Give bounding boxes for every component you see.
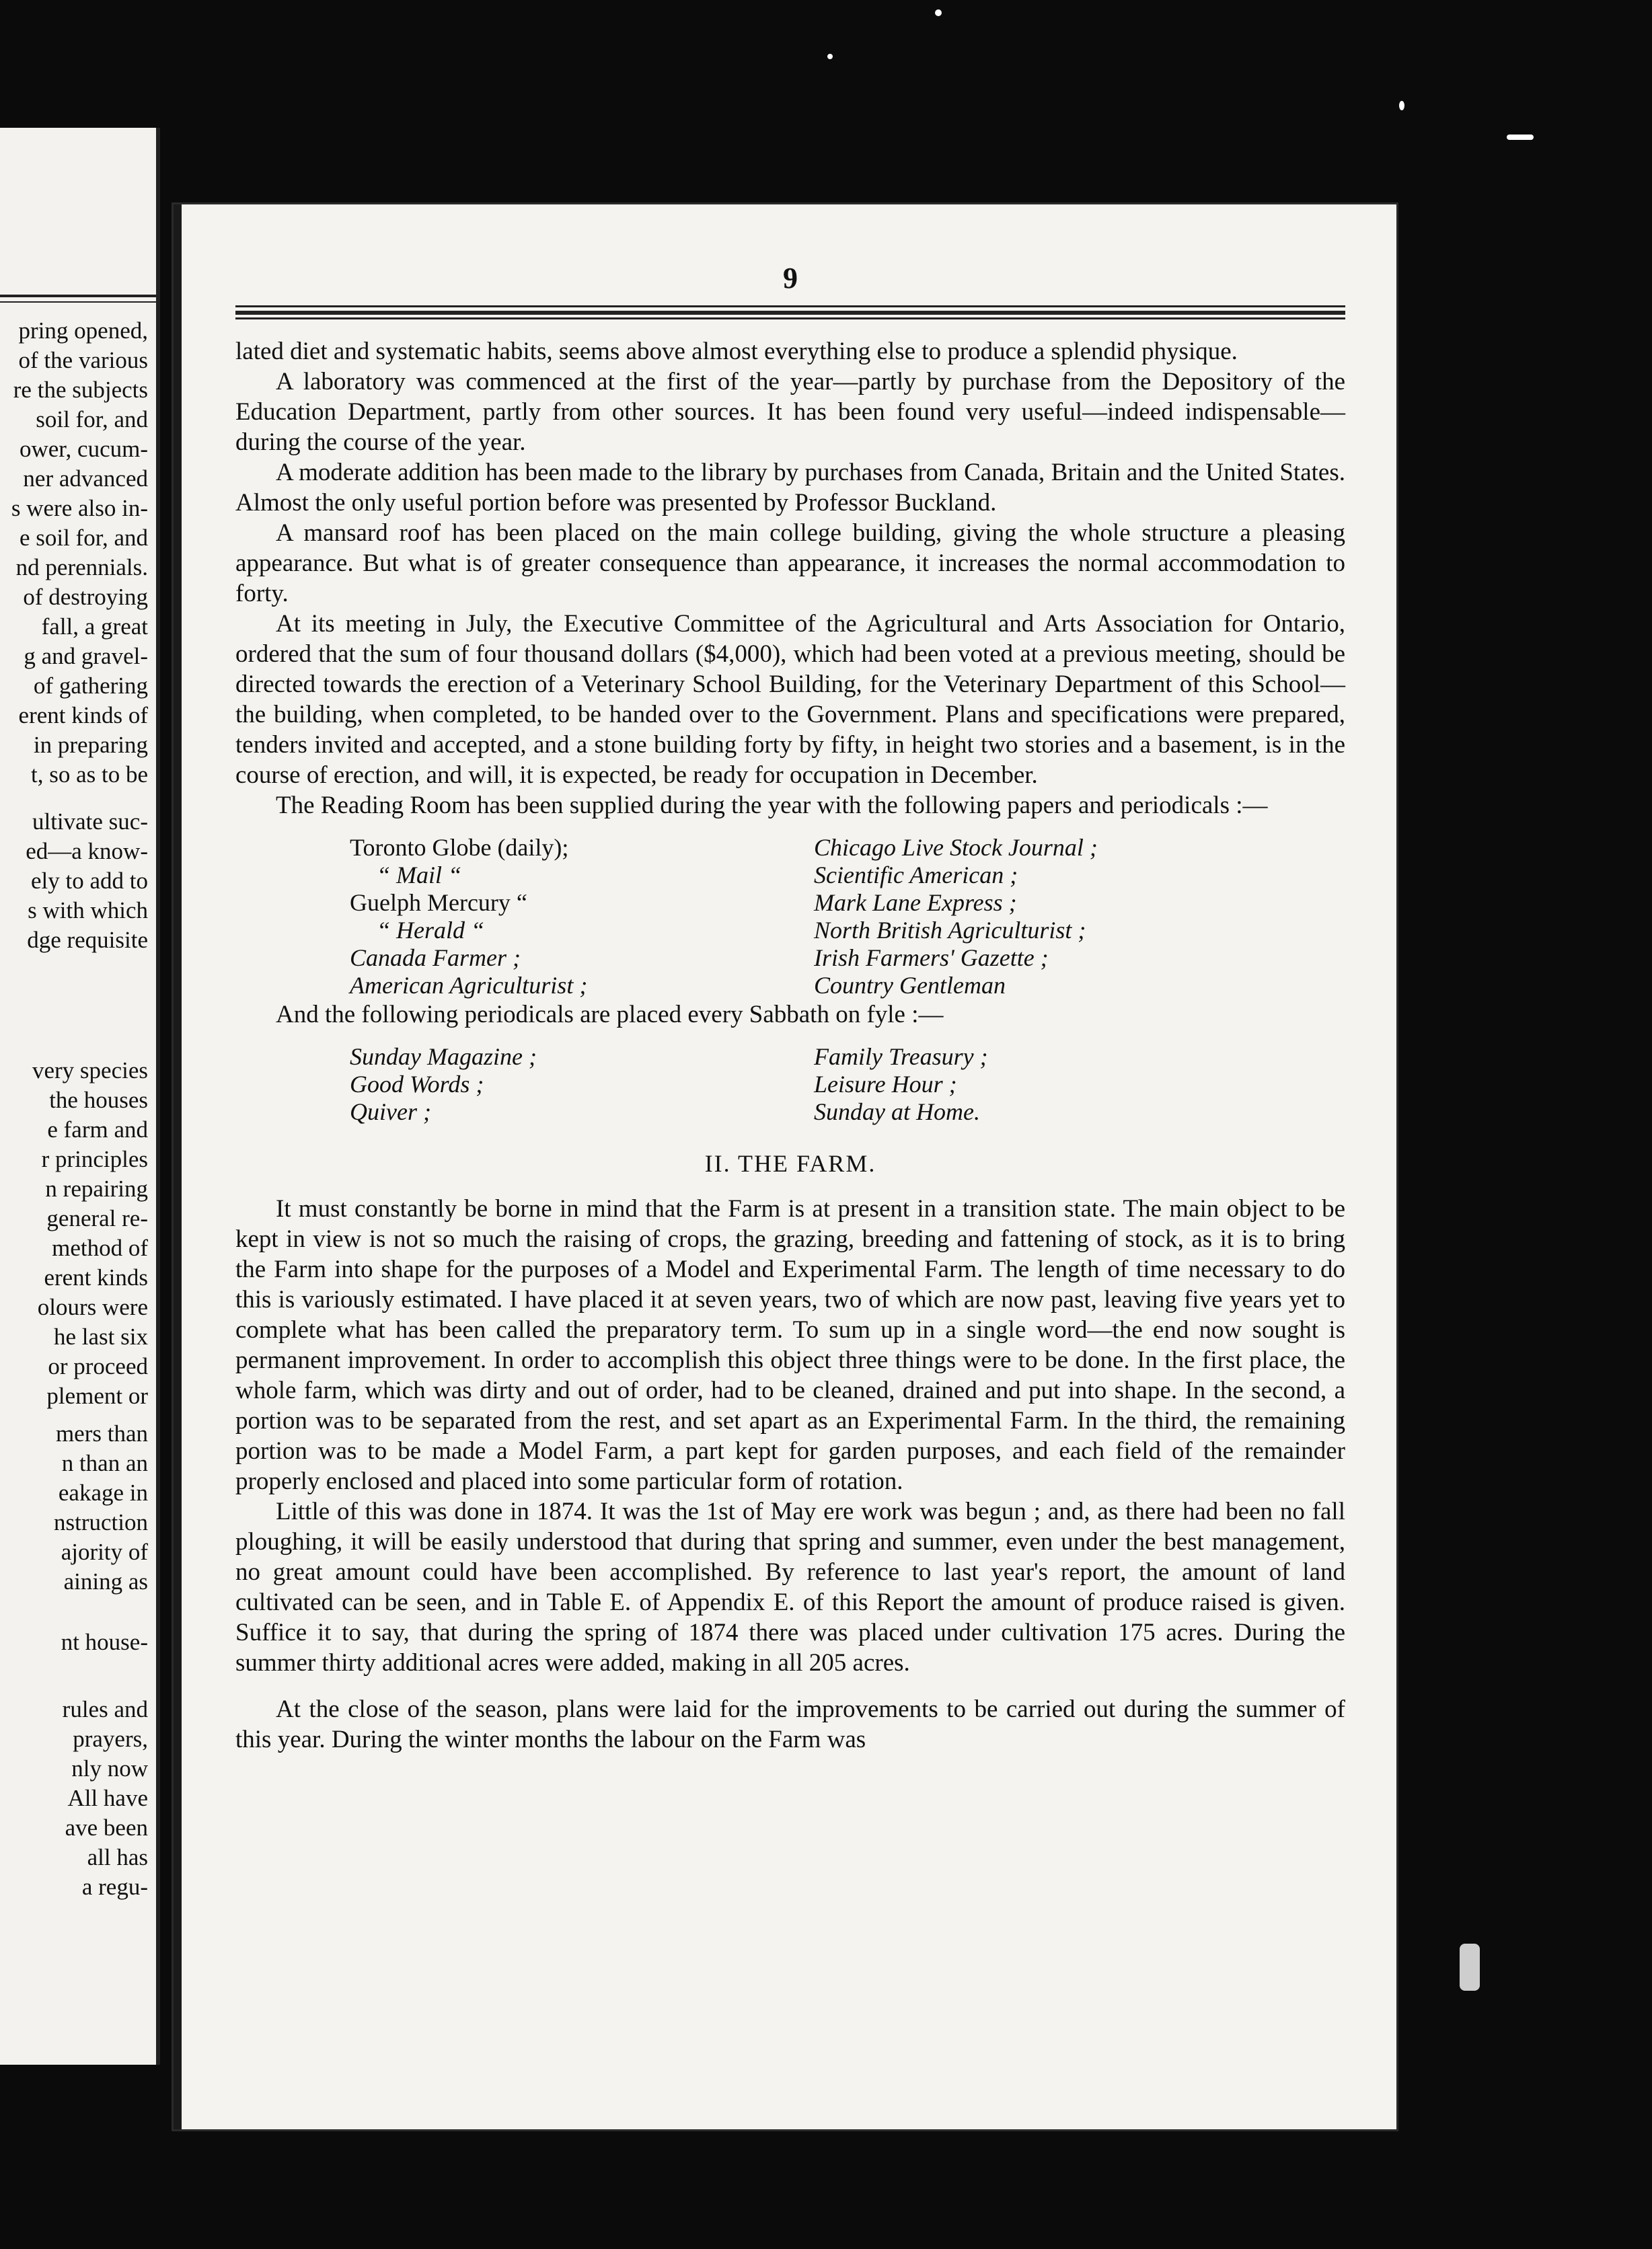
periodical-item: Family Treasury ; (814, 1043, 988, 1070)
document-page (174, 204, 1396, 2129)
previous-page-line: ultivate suc- (32, 808, 148, 835)
periodical-item: “ Herald “ (377, 917, 485, 944)
previous-page-line: olours were (37, 1294, 148, 1320)
previous-page-line: soil for, and (36, 406, 148, 432)
periodicals-list (235, 834, 1345, 999)
previous-page-line: s with which (28, 897, 148, 923)
periodical-item: Scientific American ; (814, 862, 1018, 888)
periodical-item: Country Gentleman (814, 972, 1006, 999)
periodical-item: Irish Farmers' Gazette ; (814, 944, 1049, 971)
sabbath-periodicals-intro: And the following periodicals are placed every Sabbath on fyle :— (276, 1001, 944, 1028)
section-heading: II. THE FARM. (704, 1150, 876, 1177)
sabbath-periodicals-list (235, 1043, 1345, 1126)
previous-page-line: of destroying (23, 584, 148, 610)
paragraph: Little of this was done in 1874. It was the 1st of May ere work was begun ; and, as there had been no fall ploughing, it will be easily understood that during that spring and summer, even under the best management, no great amount could have been accomplished. By reference to last year's report, the amount of land cultivated can be seen, and in Table E. of Appendix E. of this Report the amount of produce raised is given. Suffice it to say, that during the spring of 1874 there was placed under cultivation 175 acres. During the summer thirty additional acres were added, making in all 205 acres. (235, 1498, 1345, 1677)
periodical-item: North British Agriculturist ; (814, 917, 1086, 944)
periodical-item: Canada Farmer ; (350, 944, 521, 971)
previous-page-line: nly now (71, 1755, 148, 1782)
header-rule (0, 301, 156, 303)
previous-page-line: aining as (63, 1568, 148, 1595)
previous-page-line: ave been (65, 1815, 148, 1841)
previous-page-line: general re- (46, 1205, 148, 1231)
previous-page-line: ower, cucum- (19, 436, 148, 462)
previous-page-line: prayers, (73, 1726, 148, 1752)
paragraph: At its meeting in July, the Executive Committee of the Agricultural and Arts Association for Ontario, ordered that the sum of four thousand dollars ($4,000), which had been voted at a previous meeting, should be directed towards the erection of a Veterinary School Building, for the Veterinary Department of this School—the building, when completed, to be handed over to the Government. Plans and specifications were prepared, tenders invited and accepted, and a stone building forty by fifty, in height two stories and a basement, is in the course of erection, and will, it is expected, be ready for occupation in December. (235, 610, 1345, 789)
periodical-item: American Agriculturist ; (350, 972, 588, 999)
speck (935, 9, 942, 16)
paragraph: A mansard roof has been placed on the main college building, giving the whole structure a pleasing appearance. But what is of greater consequence than appearance, it increases the normal accommodation to forty. (235, 519, 1345, 607)
periodical-item: Guelph Mercury “ (350, 889, 527, 916)
previous-page-line: t, so as to be (30, 761, 148, 788)
previous-page-line: s were also in- (11, 495, 148, 521)
periodical-item: Mark Lane Express ; (814, 889, 1017, 916)
previous-page-line: a regu- (81, 1874, 148, 1900)
previous-page-line: dge requisite (27, 927, 148, 953)
previous-page-line: n repairing (45, 1176, 148, 1202)
previous-page-line: nd perennials. (15, 554, 148, 580)
previous-page-line: of gathering (33, 673, 148, 699)
periodical-item: Sunday at Home. (814, 1098, 980, 1125)
previous-page-line: pring opened, (18, 317, 148, 344)
previous-page-line: e soil for, and (19, 525, 148, 551)
previous-page-line: ajority of (61, 1539, 148, 1565)
periodical-item: Chicago Live Stock Journal ; (814, 834, 1098, 861)
periodical-item: Leisure Hour ; (814, 1071, 957, 1098)
sabbath-column-right (790, 1043, 1345, 1126)
periodicals-column-right (790, 834, 1345, 999)
page-body (235, 336, 1345, 1755)
previous-page-line: e farm and (47, 1116, 148, 1143)
periodical-item: Toronto Globe (daily); (350, 834, 569, 861)
previous-page-line: or proceed (48, 1353, 148, 1379)
previous-page-fragment (0, 128, 160, 2065)
previous-page-line: plement or (46, 1383, 148, 1409)
paragraph: The Reading Room has been supplied during the year with the following papers and periodicals :— (276, 792, 1268, 819)
sabbath-column-left (235, 1043, 790, 1126)
previous-page-line: method of (52, 1235, 148, 1261)
previous-page-line: very species (32, 1057, 148, 1083)
paragraph: A laboratory was commenced at the first of the year—partly by purchase from the Depository of the Education Department, partly from other sources. It has been found very useful—indeed indispensable—during the course of the year. (235, 368, 1345, 456)
previous-page-line: g and gravel- (24, 643, 148, 669)
header-rule (235, 317, 1345, 319)
previous-page-line: ed—a know- (26, 838, 148, 864)
periodical-item: Good Words ; (350, 1071, 484, 1098)
header-rule (235, 305, 1345, 307)
speck (827, 54, 833, 59)
previous-page-line: All have (67, 1785, 148, 1811)
previous-page-line: ely to add to (31, 868, 148, 894)
previous-page-line: he last six (54, 1324, 148, 1350)
periodical-item: Quiver ; (350, 1098, 431, 1125)
periodicals-column-left (235, 834, 790, 999)
paragraph: A moderate addition has been made to the library by purchases from Canada, Britain and the United States. Almost the only useful portion before was presented by Professor Buckland. (235, 459, 1345, 517)
previous-page-line: n than an (61, 1450, 148, 1476)
periodical-item: Sunday Magazine ; (350, 1043, 537, 1070)
previous-page-line: of the various (18, 347, 148, 373)
paragraph: At the close of the season, plans were laid for the improvements to be carried out during the summer of this year. During the winter months the labour on the Farm was (235, 1695, 1345, 1753)
previous-page-line: all has (87, 1844, 148, 1870)
periodical-item: “ Mail “ (377, 862, 462, 888)
previous-page-line: eakage in (58, 1480, 148, 1506)
page-number: 9 (783, 262, 798, 295)
previous-page-line: in preparing (33, 732, 148, 758)
previous-page-line: nt house- (61, 1629, 148, 1655)
previous-page-line: r principles (41, 1146, 148, 1172)
previous-page-line: fall, a great (41, 613, 148, 640)
speck (1507, 135, 1534, 140)
paragraph: lated diet and systematic habits, seems above almost everything else to produce a splendid physique. (235, 338, 1238, 365)
header-rule (0, 295, 156, 297)
previous-page-line: ner advanced (23, 465, 148, 492)
previous-page-line: rules and (62, 1696, 148, 1722)
previous-page-line: erent kinds of (18, 702, 148, 728)
previous-page-line: nstruction (54, 1509, 148, 1535)
speck (1399, 101, 1404, 110)
previous-page-line: erent kinds (44, 1264, 148, 1291)
previous-page-line: the houses (49, 1087, 148, 1113)
header-rule (235, 311, 1345, 315)
speck (1460, 1944, 1480, 1991)
previous-page-line: mers than (55, 1420, 148, 1447)
paragraph: It must constantly be borne in mind that the Farm is at present in a transition state. The main object to be kept in view is not so much the raising of crops, the grazing, breeding and fattening of stock, as it is to bring the Farm into shape for the purposes of a Model and Experimental Farm. The length of time necessary to do this is variously estimated. I have placed it at seven years, two of which are now past, leaving five years yet to complete what has been called the preparatory term. To sum up in a single word—the end now sought is permanent improvement. In order to accomplish this object three things were to be done. In the first place, the whole farm, which was dirty and out of order, had to be cleaned, drained and put into shape. In the second, a portion was to be separated from the rest, and set apart as an Experimental Farm. In the third, the remaining portion was to be made a Model Farm, a part kept for garden purposes, and each field of the remainder properly enclosed and placed into some particular form of rotation. (235, 1195, 1345, 1495)
previous-page-line: re the subjects (13, 377, 148, 403)
